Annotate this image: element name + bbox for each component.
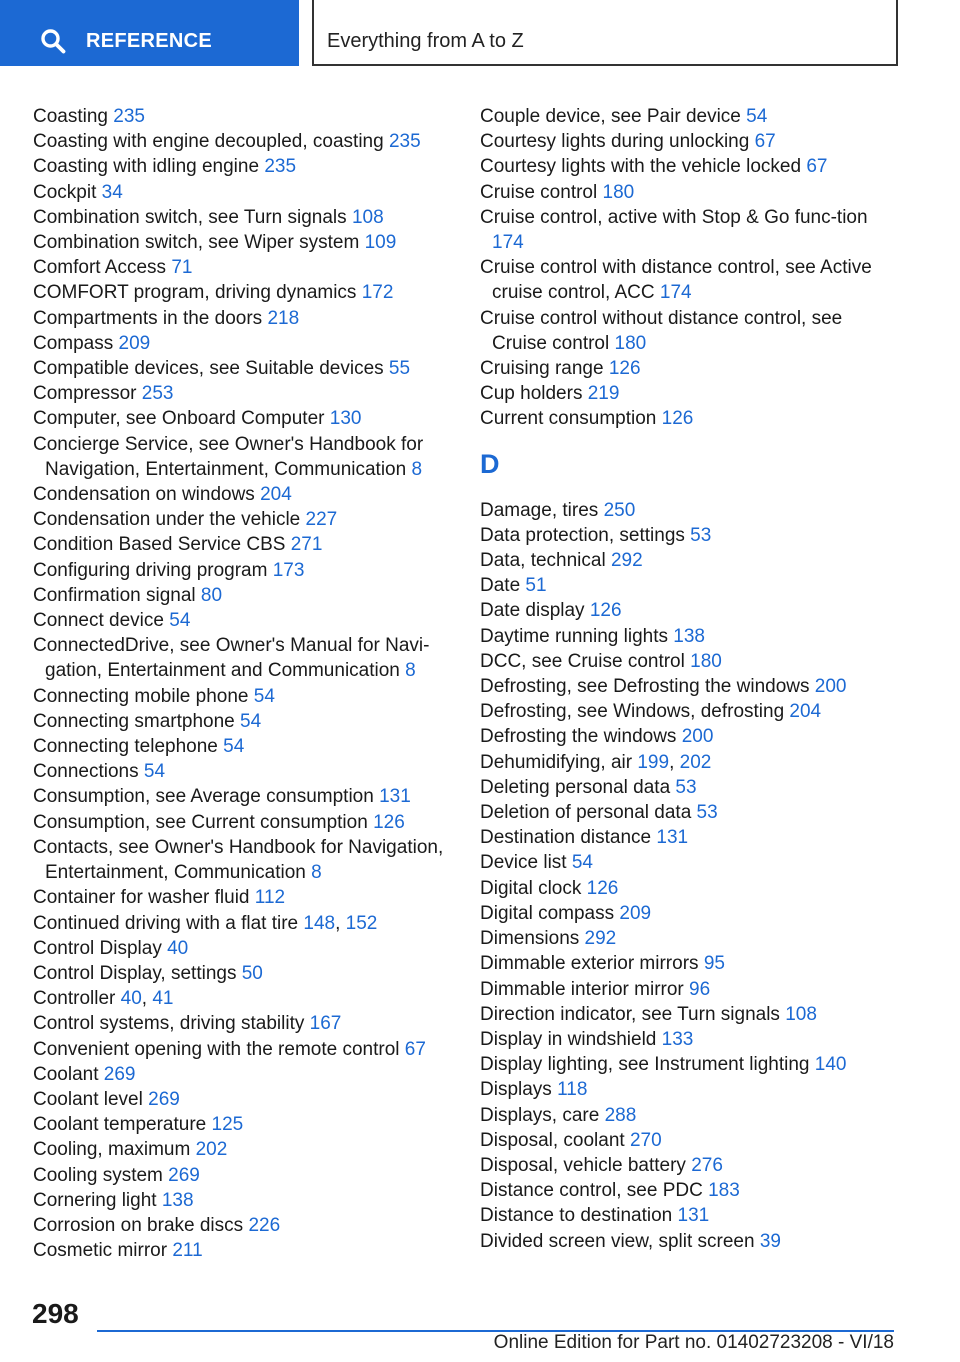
page-reference-link[interactable]: 126 (589, 600, 622, 622)
index-term: Container for washer fluid (33, 887, 250, 909)
page-reference-link[interactable]: 227 (305, 509, 338, 531)
index-term: Condensation under the vehicle (33, 509, 301, 531)
page-reference-link[interactable]: 183 (708, 1180, 740, 1202)
index-entry (33, 1238, 453, 1263)
page-reference-link[interactable]: 138 (673, 625, 705, 647)
index-term: Date (480, 575, 521, 597)
page-reference-link[interactable]: 34 (101, 181, 123, 203)
index-entry (33, 961, 453, 986)
index-entry (480, 154, 890, 179)
index-entry (33, 306, 453, 331)
page-reference-link[interactable]: 200 (681, 726, 714, 748)
index-entry (33, 1163, 453, 1188)
index-term: Convenient opening with the remote control (33, 1038, 400, 1060)
page-reference-link[interactable]: 109 (364, 232, 397, 254)
page-reference-link[interactable]: 174 (659, 282, 692, 304)
index-term: Cruise control with distance control, see Active cruise control, ACC (480, 257, 872, 304)
index-entry (33, 104, 453, 129)
index-entry (480, 1052, 890, 1077)
index-entry (33, 482, 453, 507)
page-reference-link[interactable]: 67 (404, 1038, 426, 1060)
page-reference-link[interactable]: 235 (264, 156, 297, 178)
index-entry (480, 548, 890, 573)
index-entry (33, 633, 453, 683)
index-term: Direction indicator, see Turn signals (480, 1003, 780, 1025)
page-reference-link[interactable]: 204 (789, 701, 822, 723)
index-entry (33, 129, 453, 154)
index-entry (33, 1062, 453, 1087)
page-reference-link[interactable]: 270 (629, 1129, 662, 1151)
index-entry (480, 381, 890, 406)
index-term: Combination switch, see Wiper system (33, 232, 360, 254)
index-entry (480, 850, 890, 875)
index-entry (480, 498, 890, 523)
index-entry (33, 280, 453, 305)
index-entry: Continued driving with a flat tire 148, 152 (33, 912, 378, 934)
page-reference-link[interactable]: 126 (608, 358, 641, 380)
index-term: Defrosting, see Windows, defrosting (480, 701, 785, 723)
index-term: Coolant level (33, 1088, 143, 1110)
index-term: Comfort Access (33, 257, 167, 279)
index-term: Connections (33, 761, 139, 783)
index-group-d (480, 498, 890, 1254)
index-term: Cockpit (33, 181, 97, 203)
index-term: Dimensions (480, 928, 580, 950)
index-term: Data, technical (480, 550, 606, 572)
index-term: Damage, tires (480, 499, 599, 521)
index-term: Concierge Service, see Owner's Handbook for Navigation, Entertainment, Communication (33, 433, 424, 480)
index-entry (33, 1137, 453, 1162)
index-term: Cruising range (480, 358, 604, 380)
index-term: Confirmation signal (33, 584, 196, 606)
index-term: Compartments in the doors (33, 307, 263, 329)
index-term: Device list (480, 852, 567, 874)
page-reference-link[interactable]: 180 (690, 650, 722, 672)
page-reference-link[interactable]: 108 (351, 206, 384, 228)
index-entry (480, 926, 890, 951)
index-term: Condensation on windows (33, 484, 255, 506)
index-entry (480, 699, 890, 724)
index-entry (33, 180, 453, 205)
index-entry (480, 598, 890, 623)
index-entry (33, 684, 453, 709)
index-entry (33, 205, 453, 230)
index-term: Controller (33, 988, 116, 1010)
page-reference-link[interactable]: 172 (361, 282, 394, 304)
index-entry (33, 154, 453, 179)
index-entry (480, 825, 890, 850)
index-entry (480, 1002, 890, 1027)
index-term: Dimmable exterior mirrors (480, 953, 699, 975)
index-entry (480, 1229, 890, 1254)
index-entry (33, 406, 453, 431)
index-entry (33, 230, 453, 255)
index-entry (33, 583, 453, 608)
index-term: Data protection, settings (480, 524, 685, 546)
page-reference-link[interactable]: 126 (661, 408, 694, 430)
index-entry (480, 724, 890, 749)
index-entry (480, 624, 890, 649)
index-group-c (480, 104, 890, 432)
index-term: Displays (480, 1079, 552, 1101)
page-reference-link[interactable]: 148 (303, 912, 336, 934)
page-reference-link[interactable]: 199 (637, 751, 670, 773)
page-reference-link[interactable]: 80 (200, 584, 223, 606)
index-term: Display in windshield (480, 1028, 657, 1050)
index-term: Divided screen view, split screen (480, 1230, 755, 1252)
index-term: Coolant (33, 1063, 99, 1085)
page-reference-link[interactable]: 8 (405, 660, 416, 682)
index-entry (480, 876, 890, 901)
page-reference-link[interactable]: 271 (290, 534, 323, 556)
page-reference-link[interactable]: 54 (253, 685, 275, 707)
index-entry (480, 1103, 890, 1128)
index-term: Combination switch, see Turn signals (33, 206, 347, 228)
index-entry (33, 1037, 453, 1062)
index-entry (33, 532, 453, 557)
index-term: Date display (480, 600, 585, 622)
index-term: Coasting with engine decoupled, coasting (33, 131, 384, 153)
page-reference-link[interactable]: 219 (587, 383, 620, 405)
index-entry (480, 129, 890, 154)
page-reference-link[interactable]: 200 (814, 676, 847, 698)
index-entry (480, 104, 890, 129)
page-reference-link[interactable]: 51 (525, 575, 547, 597)
index-term: Computer, see Onboard Computer (33, 408, 325, 430)
index-entry (480, 523, 890, 548)
page-reference-link[interactable]: 269 (148, 1088, 180, 1110)
index-entry (33, 558, 453, 583)
index-term: Destination distance (480, 827, 652, 849)
index-term: Cooling system (33, 1164, 163, 1186)
page-reference-link[interactable]: 108 (785, 1003, 817, 1025)
page-reference-link[interactable]: 138 (161, 1189, 194, 1211)
index-entry (33, 381, 453, 406)
page-reference-link[interactable]: 54 (169, 610, 191, 632)
page-reference-link[interactable]: 67 (806, 156, 828, 178)
index-term: Compressor (33, 383, 137, 405)
page-reference-link[interactable]: 53 (696, 802, 718, 824)
index-entry (480, 775, 890, 800)
edition-footer: Online Edition for Part no. 01402723208 - VI/18 (493, 1332, 894, 1353)
page-number: 298 (32, 1298, 79, 1329)
index-entry (33, 885, 453, 910)
index-term: Current consumption (480, 408, 657, 430)
index-entry (480, 356, 890, 381)
page-reference-link[interactable]: 131 (379, 786, 411, 808)
index-entry (33, 784, 453, 809)
index-entry (33, 331, 453, 356)
page-reference-link[interactable]: 180 (602, 181, 635, 203)
index-term: Defrosting the windows (480, 726, 677, 748)
index-entry (480, 977, 890, 1002)
index-column-left (33, 104, 453, 1263)
index-term: Corrosion on brake discs (33, 1214, 244, 1236)
page-reference-link[interactable]: 269 (103, 1063, 136, 1085)
page-reference-link[interactable]: 167 (309, 1013, 342, 1035)
index-term: Defrosting, see Defrosting the windows (480, 676, 810, 698)
index-entry (480, 573, 890, 598)
page-reference-link[interactable]: 276 (691, 1154, 723, 1176)
index-term: Deletion of personal data (480, 802, 692, 824)
index-term: Connecting smartphone (33, 710, 235, 732)
index-term: Cruise control (480, 181, 598, 203)
index-entry (480, 901, 890, 926)
index-term: Compass (33, 332, 114, 354)
index-entry (480, 406, 890, 431)
index-term: Couple device, see Pair device (480, 106, 741, 127)
index-entry (480, 306, 890, 356)
index-letter-heading: D (480, 448, 500, 479)
index-entry (33, 835, 453, 885)
chapter-title: Everything from A to Z (327, 30, 524, 52)
index-entry (33, 356, 453, 381)
page-reference-link[interactable]: 39 (759, 1230, 781, 1252)
index-term: Cruise control, active with Stop & Go func‐tion (480, 206, 868, 228)
page-reference-link[interactable]: 218 (267, 307, 300, 329)
index-term: Control Display (33, 937, 162, 959)
index-entry (480, 255, 890, 305)
page-reference-link[interactable]: 204 (260, 484, 292, 506)
index-term: Digital clock (480, 877, 582, 899)
index-entry (33, 432, 453, 482)
page-reference-link[interactable]: 53 (690, 524, 712, 546)
page-reference-link[interactable]: 41 (152, 988, 174, 1010)
index-term: Condition Based Service CBS (33, 534, 286, 556)
index-term: Disposal, vehicle battery (480, 1154, 686, 1176)
page-reference-link[interactable]: 202 (195, 1139, 228, 1161)
search-icon (40, 28, 66, 54)
index-term: Contacts, see Owner's Handbook for Navigation, Entertainment, Communication (33, 836, 444, 884)
page-reference-link[interactable]: 209 (619, 902, 652, 924)
index-entry (33, 759, 453, 784)
index-term: Cruise control without distance control, see Cruise control (480, 307, 843, 354)
index-term: Consumption, see Current consumption (33, 811, 368, 833)
index-term: Cornering light (33, 1189, 157, 1211)
index-term: Coolant temperature (33, 1114, 207, 1136)
page-reference-link[interactable]: 211 (172, 1240, 203, 1262)
page-reference-link[interactable]: 54 (223, 736, 245, 758)
page-reference-link[interactable]: 96 (689, 978, 711, 1000)
index-entry (480, 1178, 890, 1203)
index-entry (480, 674, 890, 699)
index-entry (33, 810, 453, 835)
page-reference-link[interactable]: 71 (171, 257, 193, 279)
index-entry (480, 205, 890, 255)
index-term: ConnectedDrive, see Owner's Manual for Navi‐gation, Entertainment and Communication (33, 635, 430, 682)
index-column-right (480, 104, 890, 1254)
index-entry (480, 1203, 890, 1228)
page-reference-link[interactable]: 140 (814, 1054, 847, 1076)
page-reference-link[interactable]: 209 (118, 332, 151, 354)
index-entry (33, 936, 453, 961)
index-term: Displays, care (480, 1104, 600, 1126)
section-label: REFERENCE (86, 30, 213, 52)
page-reference-link[interactable]: 54 (240, 710, 262, 732)
index-term: Compatible devices, see Suitable devices (33, 358, 384, 380)
index-term: Connect device (33, 610, 164, 632)
index-term: Consumption, see Average consumption (33, 786, 374, 808)
index-term: Distance to destination (480, 1205, 673, 1227)
index-term: Deleting personal data (480, 776, 671, 798)
index-entry (480, 1153, 890, 1178)
page-reference-link[interactable]: 50 (241, 962, 263, 984)
index-entry (33, 1087, 453, 1112)
index-term: Connecting mobile phone (33, 685, 249, 707)
index-term: Connecting telephone (33, 736, 218, 758)
page-reference-link[interactable]: 95 (703, 953, 725, 975)
page-reference-link[interactable]: 235 (113, 106, 145, 127)
index-term: Coasting with idling engine (33, 156, 260, 178)
index-term: Daytime running lights (480, 625, 668, 647)
page-reference-link[interactable]: 173 (272, 559, 305, 581)
index-term: Control Display, settings (33, 962, 237, 984)
page-reference-link[interactable]: 235 (388, 131, 421, 153)
index-entry (480, 1027, 890, 1052)
index-entry (33, 734, 453, 759)
page-reference-link[interactable]: 131 (677, 1205, 710, 1227)
page-reference-link[interactable]: 8 (311, 862, 322, 884)
page-reference-link[interactable]: 125 (211, 1114, 244, 1136)
page-reference-link[interactable]: 250 (603, 499, 636, 521)
page-reference-link[interactable]: 131 (656, 827, 689, 849)
page-reference-link[interactable]: 202 (679, 751, 712, 773)
page-reference-link[interactable]: 126 (586, 877, 619, 899)
index-entry (480, 1077, 890, 1102)
index-entry (33, 1011, 453, 1036)
page-reference-link[interactable]: 118 (557, 1079, 588, 1101)
index-term: Digital compass (480, 902, 615, 924)
page-reference-link[interactable]: 269 (168, 1164, 200, 1186)
index-entry: Controller 40, 41 (33, 988, 174, 1010)
page-reference-link[interactable]: 174 (492, 232, 524, 254)
index-term: COMFORT program, driving dynamics (33, 282, 357, 304)
index-entry (33, 1188, 453, 1213)
index-term: Dehumidifying, air (480, 751, 633, 773)
index-term: Continued driving with a flat tire (33, 912, 299, 934)
index-entry (480, 649, 890, 674)
page-reference-link[interactable]: 253 (141, 383, 174, 405)
index-term: Distance control, see PDC (480, 1180, 703, 1202)
page-reference-link[interactable]: 8 (411, 458, 423, 480)
page-reference-link[interactable]: 55 (388, 358, 411, 380)
page-reference-link[interactable]: 133 (661, 1028, 694, 1050)
page-reference-link[interactable]: 130 (329, 408, 362, 430)
page-reference-link[interactable]: 292 (610, 550, 643, 572)
index-term: Cosmetic mirror (33, 1240, 168, 1262)
page-reference-link[interactable]: 67 (754, 131, 776, 153)
page-reference-link[interactable]: 180 (614, 332, 647, 354)
index-entry (480, 1128, 890, 1153)
page-reference-link[interactable]: 40 (120, 988, 142, 1010)
page-reference-link[interactable]: 53 (675, 776, 697, 798)
index-term: Courtesy lights with the vehicle locked (480, 156, 802, 178)
page-reference-link[interactable]: 152 (345, 912, 378, 934)
index-entry (480, 180, 890, 205)
index-term: Courtesy lights during unlocking (480, 131, 750, 153)
index-entry (33, 507, 453, 532)
index-entry (33, 255, 453, 280)
index-term: Cup holders (480, 383, 583, 405)
page-reference-link[interactable]: 40 (167, 937, 189, 959)
index-entry (33, 608, 453, 633)
index-term: Dimmable interior mirror (480, 978, 684, 1000)
page-reference-link[interactable]: 54 (746, 106, 768, 127)
index-entry (33, 1112, 453, 1137)
index-term: DCC, see Cruise control (480, 650, 685, 672)
page-reference-link[interactable]: 112 (254, 887, 286, 909)
chapter-header (312, 0, 898, 66)
index-term: Coasting (33, 106, 108, 127)
page-reference-link[interactable]: 288 (604, 1104, 637, 1126)
index-term: Display lighting, see Instrument lighting (480, 1054, 810, 1076)
page-reference-link[interactable]: 292 (584, 928, 617, 950)
index-entry (480, 800, 890, 825)
index-term: Control systems, driving stability (33, 1013, 305, 1035)
index-term: Configuring driving program (33, 559, 268, 581)
page-reference-link[interactable]: 126 (373, 811, 405, 833)
index-term: Cooling, maximum (33, 1139, 191, 1161)
page-reference-link[interactable]: 226 (248, 1214, 281, 1236)
page-reference-link[interactable]: 54 (571, 852, 593, 874)
index-entry (480, 951, 890, 976)
index-entry (33, 1213, 453, 1238)
index-entry: Dehumidifying, air 199, 202 (480, 751, 712, 773)
index-term: Disposal, coolant (480, 1129, 625, 1151)
page-reference-link[interactable]: 54 (143, 761, 166, 783)
index-entry (33, 709, 453, 734)
section-tab-reference[interactable] (0, 0, 299, 66)
